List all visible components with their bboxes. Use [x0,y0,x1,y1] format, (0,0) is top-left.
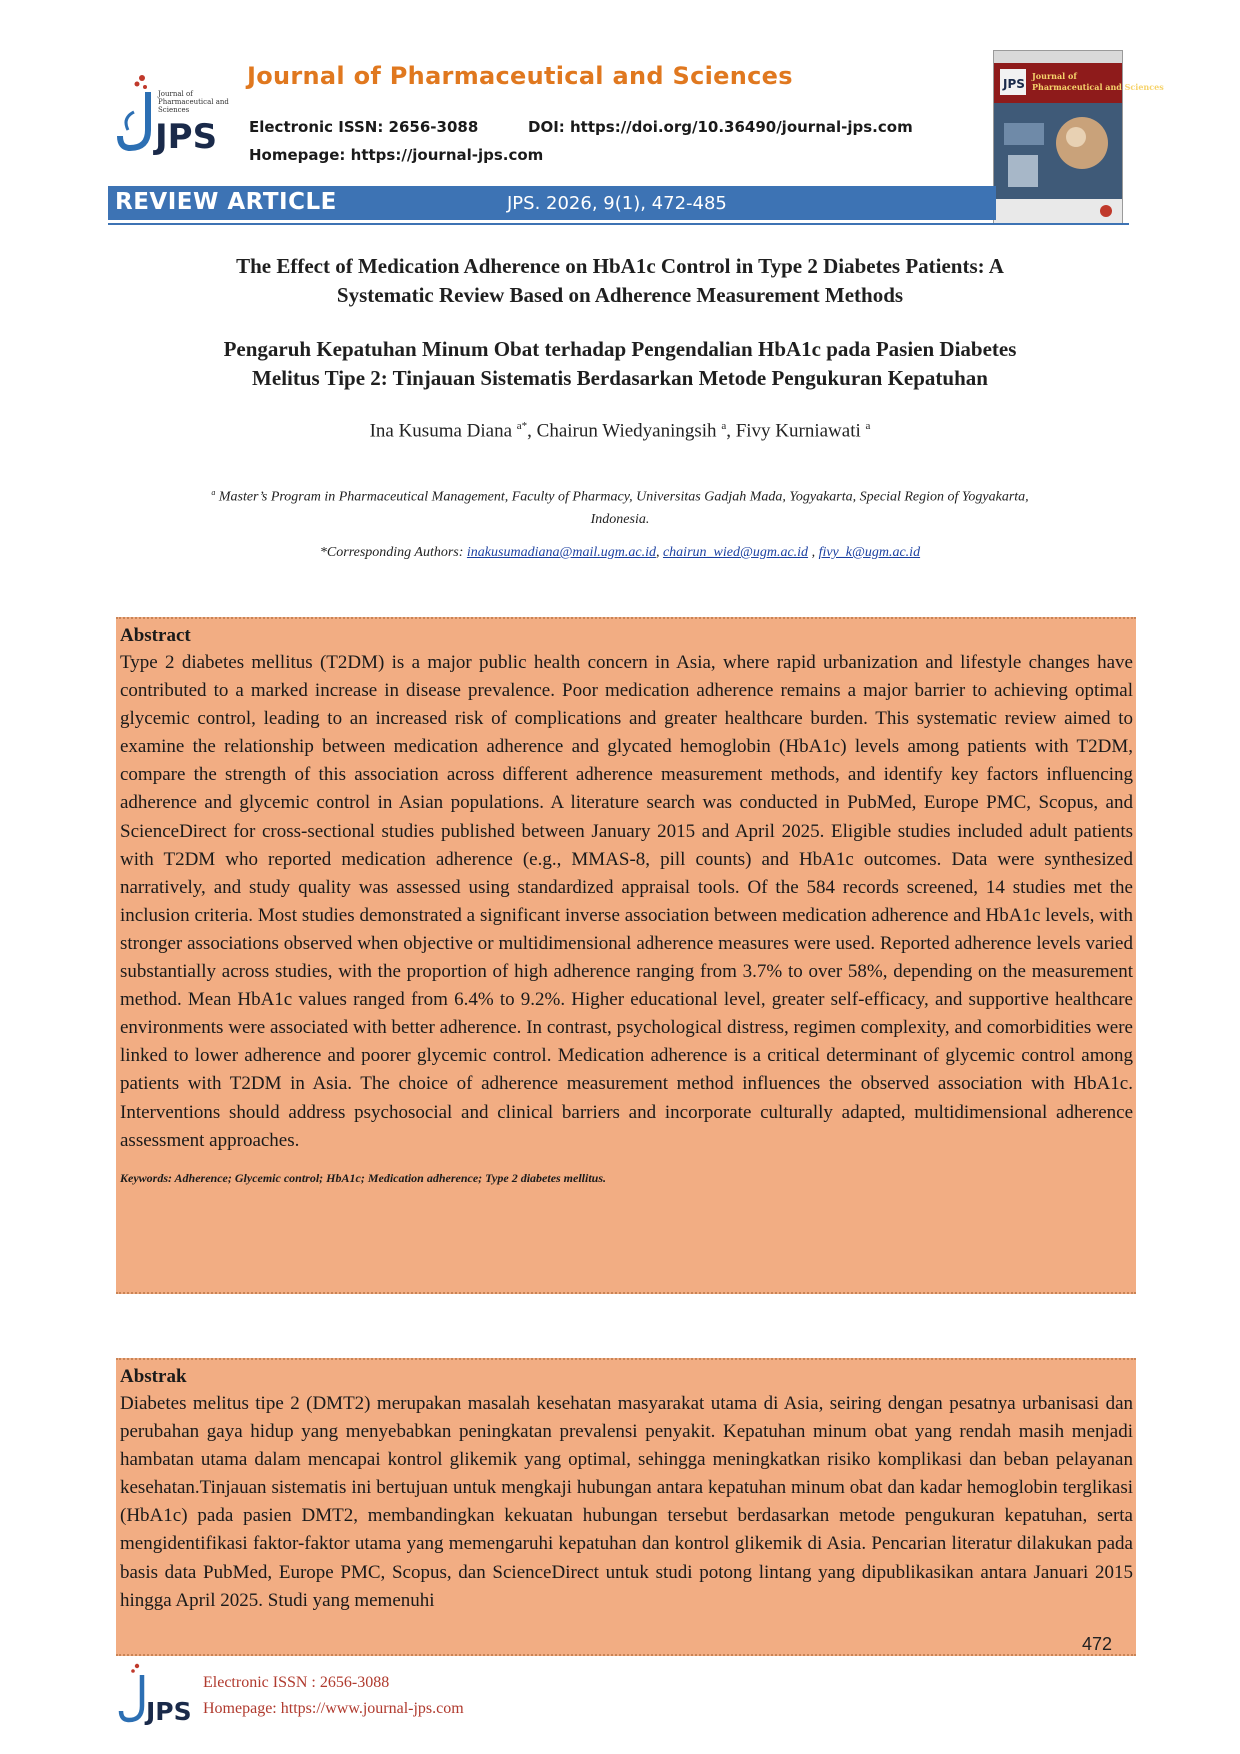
email-link[interactable]: chairun_wied@ugm.ac.id [662,545,809,560]
abstract-text: Type 2 diabetes mellitus (T2DM) is a major public health concern in Asia, where rapid urbanization and lifestyle changes have contributed to a marked increase in disease prevalence. Poor medication adherence remains a major barrier to achieving optimal glycemic control, leading to an increased risk of complications and greater healthcare burden. This systematic review aimed to examine the relationship between medication adherence and glycated hemoglobin (HbA1c) levels among patients with T2DM, compare the strength of this association across different adherence measurement methods, and identify key factors influencing adherence and glycemic control in Asian populations. A literature search was conducted in PubMed, Europe PMC, Scopus, and ScienceDirect for cross-sectional studies published between January 2015 and April 2025. Eligible studies included adult patients with T2DM who reported medication adherence (e.g., MMAS-8, pill counts) and HbA1c outcomes. Data were synthesized narratively, and study quality was assessed using standardized appraisal tools. Of the 584 records screened, 14 studies met the inclusion criteria. Most studies demonstrated a significant inverse association between medication adherence and HbA1c levels, with stronger associations observed when objective or multidimensional adherence measures were used. Reported adherence levels varied substantially across studies, with the proportion of high adherence ranging from 3.7% to over 58%, depending on the measurement method. Mean HbA1c values ranged from 6.4% to 9.2%. Higher educational level, greater self-efficacy, and supportive healthcare environments were associated with better adherence. In contrast, psychological distress, regimen complexity, and comorbidities were linked to lower adherence and poorer glycemic control. Medication adherence is a critical determinant of glycemic control among patients with T2DM in Asia. The choice of adherence measurement method influences the observed association with HbA1c. Interventions should address psychosocial and clinical barriers and incorporate culturally adapted, multidimensional adherence assessment approaches. [120,652,1133,1151]
abstract-english-box [116,617,1136,1294]
footer-issn: Electronic ISSN : 2656-3088 [203,1674,390,1691]
email-link[interactable]: fivy_k@ugm.ac.id [818,545,921,560]
author-list: Ina Kusuma Diana $^{a*}$, Chairun Wiedyaningsih $^a$, Fivy Kurniawati $^a$ [369,420,871,442]
svg-text:JPS: JPS [1003,77,1025,91]
svg-text:Journal of: Journal of [158,90,193,98]
header-issn: Electronic ISSN: 2656-3088 [249,118,479,136]
header-doi-link[interactable]: DOI: https://doi.org/10.36490/journal-jps.com [528,118,913,136]
author-name: Chairun Wiedyaningsih [536,420,717,442]
affiliation-mark: a [211,488,216,497]
svg-text:Sciences: Sciences [158,106,190,114]
title-indonesian-line-2: Melitus Tipe 2: Tinjauan Sistematis Berdasarkan Metode Pengukuran Kepatuhan [252,366,988,390]
title-english-line-1: The Effect of Medication Adherence on HbA1c Control in Type 2 Diabetes Patients: A [236,254,1004,278]
affiliation [128,482,1112,531]
footer-logo [120,1660,198,1730]
author-affiliation-mark: a [721,420,727,432]
keywords [120,1171,1133,1186]
affiliation-line-2: Indonesia. [590,511,650,527]
journal-logo [118,70,228,160]
header-homepage-link[interactable]: Homepage: https://journal-jps.com [249,146,544,164]
email-link[interactable]: inakusumadiana@mail.ugm.ac.id [466,545,656,560]
header-divider [108,223,1129,225]
author-affiliation-mark: a [865,420,871,432]
journal-cover-image [993,50,1164,224]
corresponding-label: *Corresponding Authors: [319,545,464,560]
journal-title: Journal of Pharmaceutical and Sciences [247,62,793,90]
svg-text:JPS: JPS [155,117,218,157]
title-english [140,252,1100,310]
article-citation: JPS. 2026, 9(1), 472-485 [507,193,727,214]
article-type-label: REVIEW ARTICLE [115,189,337,215]
abstrak-heading: Abstrak [120,1366,187,1387]
abstract-indonesian-box [116,1358,1136,1656]
title-indonesian [140,335,1100,393]
svg-text:Pharmaceutical and: Pharmaceutical and [158,98,229,106]
page-number: 472 [1082,1634,1113,1654]
jps-logo-icon [118,70,228,160]
keywords-list: : Adherence; Glycemic control; HbA1c; Medication adherence; Type 2 diabetes mellitus. [168,1170,607,1185]
footer-homepage-link[interactable]: Homepage: https://www.journal-jps.com [203,1700,464,1717]
abstrak-text: Diabetes melitus tipe 2 (DMT2) merupakan masalah kesehatan masyarakat utama di Asia, seiring dengan pesatnya urbanisasi dan perubahan gaya hidup yang menyebabkan peningkatan prevalensi penyakit. Kepatuhan minum obat yang rendah masih menjadi hambatan utama dalam mencapai kontrol glikemik yang optimal, sehingga meningkatkan risiko komplikasi dan beban pelayanan kesehatan.Tinjauan sistematis ini bertujuan untuk mengkaji hubungan antara kepatuhan minum obat dan kadar hemoglobin terglikasi (HbA1c) pada pasien DMT2, membandingkan kekuatan hubungan tersebut berdasarkan metode pengukuran kepatuhan, serta mengidentifikasi faktor-faktor utama yang memengaruhi kepatuhan dan kontrol glikemik di Asia. Pencarian literatur dilakukan pada basis data PubMed, Europe PMC, Scopus, dan ScienceDirect untuk studi potong lintang yang dipublikasikan antara Januari 2015 hingga April 2025. Studi yang memenuhi [120,1393,1133,1611]
author-name: Ina Kusuma Diana [369,420,513,442]
svg-text:JPS: JPS [146,1697,192,1726]
author-name: Fivy Kurniawati [735,420,861,442]
affiliation-line-1: Master’s Program in Pharmaceutical Management, Faculty of Pharmacy, Universitas Gadjah Mada, Yogyakarta, Special Region of Yogyakarta, [218,489,1029,505]
jps-logo-icon [120,1660,198,1730]
title-english-line-2: Systematic Review Based on Adherence Measurement Methods [336,283,904,307]
author-affiliation-mark: a* [516,420,528,432]
svg-text:Journal of: Journal of [1032,71,1077,81]
svg-text:Pharmaceutical and Sciences: Pharmaceutical and Sciences [1032,82,1164,92]
corresponding-authors: *Corresponding Authors: inakusumadiana@mail.ugm.ac.id, chairun_wied@ugm.ac.id , fivy_k@ugm.ac.id [319,545,921,560]
abstract-heading: Abstract [120,625,191,646]
keywords-label: Keywords [120,1170,168,1185]
title-indonesian-line-1: Pengaruh Kepatuhan Minum Obat terhadap Pengendalian HbA1c pada Pasien Diabetes [223,337,1017,361]
